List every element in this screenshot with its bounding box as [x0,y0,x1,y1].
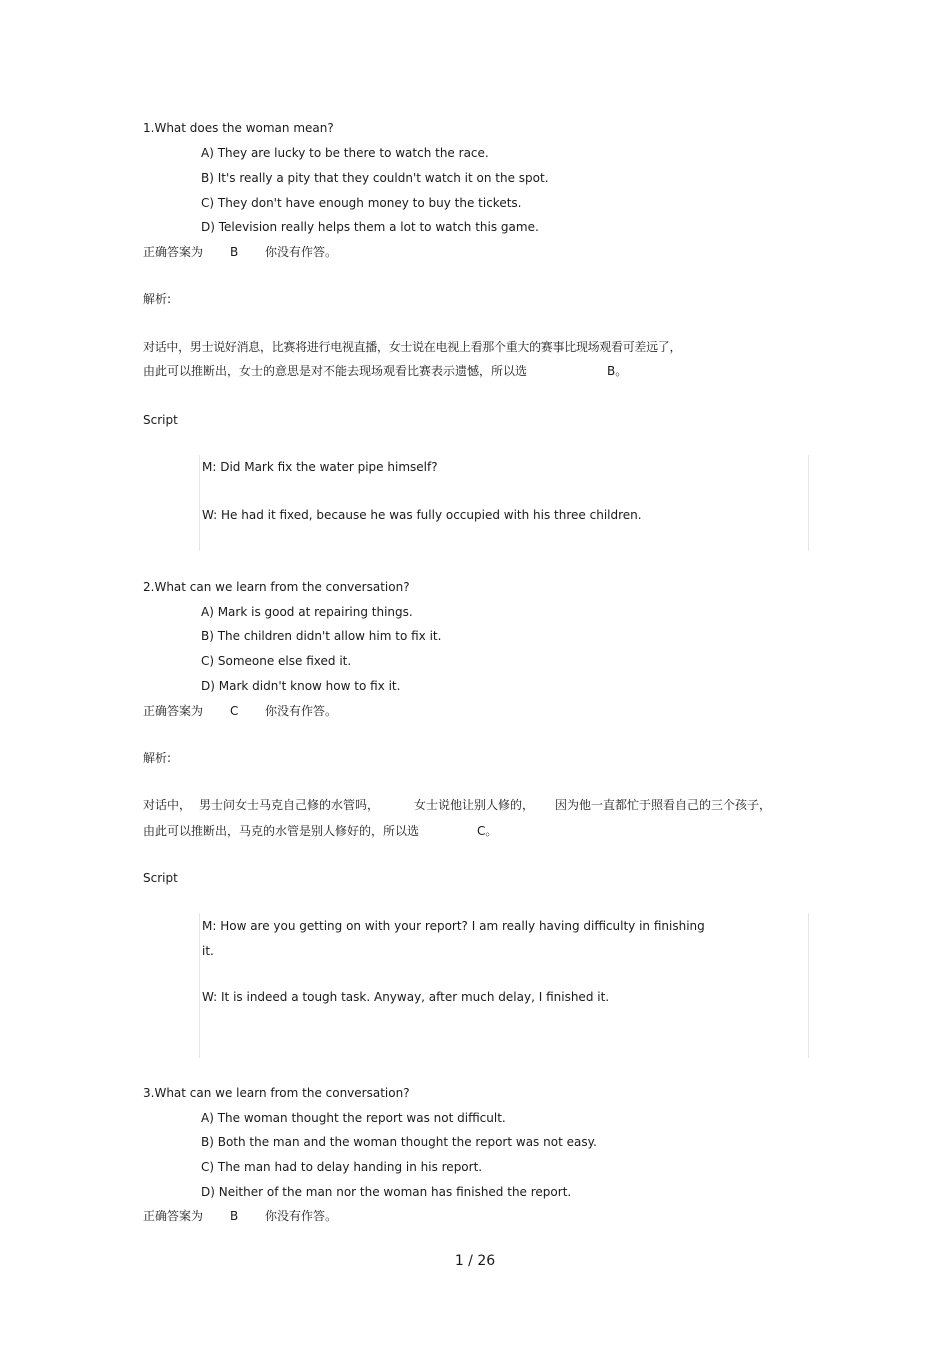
question-2-analysis-label: 解析: [143,751,172,765]
question-2-script-line-1-cont: it. [202,944,214,958]
question-1-option-a: A) They are lucky to be there to watch the race. [201,146,489,160]
question-2-script-line-1: M: How are you getting on with your report? I am really having difficulty in finishing [202,919,705,933]
question-3-option-d: D) Neither of the man nor the woman has finished the report. [201,1185,572,1199]
question-2-option-c: C) Someone else fixed it. [201,654,352,668]
question-1-option-b: B) It's really a pity that they couldn't watch it on the spot. [201,171,549,185]
question-1-script-box [199,455,809,551]
question-2-analysis-line2: 由此可以推断出，马克的水管是别人修好的，所以选 [143,824,420,838]
question-1-analysis-line1: 对话中，男士说好消息，比赛将进行电视直播，女士说在电视上看那个重大的赛事比现场观看可差远了， [143,340,682,354]
question-1-analysis-choice: B。 [607,364,628,378]
question-3-option-c: C) The man had to delay handing in his report. [201,1160,483,1174]
question-2-answer-label: 正确答案为 [143,704,204,718]
question-2-option-b: B) The children didn't allow him to fix it. [201,629,442,643]
question-3-answer-note: 你没有作答。 [265,1209,338,1223]
question-2-analysis-line1-part3: 女士说他让别人修的， [414,798,535,812]
question-1-script-label: Script [143,413,178,427]
question-1-answer-note: 你没有作答。 [265,245,338,259]
question-2-analysis-choice: C。 [477,824,498,838]
question-3-option-a: A) The woman thought the report was not difficult. [201,1111,506,1125]
question-2-script-label: Script [143,871,178,885]
question-1-answer-label: 正确答案为 [143,245,204,259]
question-3-text: 3.What can we learn from the conversation? [143,1086,410,1100]
question-2-answer-note: 你没有作答。 [265,704,338,718]
question-1-analysis-line2: 由此可以推断出，女士的意思是对不能去现场观看比赛表示遗憾，所以选 [143,364,528,378]
question-3-answer-label: 正确答案为 [143,1209,204,1223]
page-number: 1 / 26 [454,1253,496,1269]
question-2-script-line-2: W: It is indeed a tough task. Anyway, after much delay, I finished it. [202,990,610,1004]
question-2-text: 2.What can we learn from the conversation? [143,580,410,594]
question-3-option-b: B) Both the man and the woman thought the report was not easy. [201,1135,597,1149]
question-1-analysis-label: 解析: [143,292,172,306]
question-2-analysis-line1-part4: 因为他一直都忙于照看自己的三个孩子， [555,798,772,812]
question-2-answer-letter: C [230,704,239,718]
question-2-option-a: A) Mark is good at repairing things. [201,605,413,619]
question-3-answer-letter: B [230,1209,239,1223]
question-1-text: 1.What does the woman mean? [143,121,334,135]
question-2-analysis-line1-part2: 男士问女士马克自己修的水管吗， [199,798,380,812]
question-2-script-box [199,913,809,1058]
question-2-option-d: D) Mark didn't know how to fix it. [201,679,401,693]
question-1-answer-letter: B [230,245,239,259]
question-1-option-c: C) They don't have enough money to buy the tickets. [201,196,522,210]
question-2-analysis-line1-part1: 对话中， [143,798,192,812]
question-1-script-line-2: W: He had it fixed, because he was fully occupied with his three children. [202,508,642,522]
question-1-script-line-1: M: Did Mark fix the water pipe himself? [202,460,438,474]
question-1-option-d: D) Television really helps them a lot to watch this game. [201,220,539,234]
